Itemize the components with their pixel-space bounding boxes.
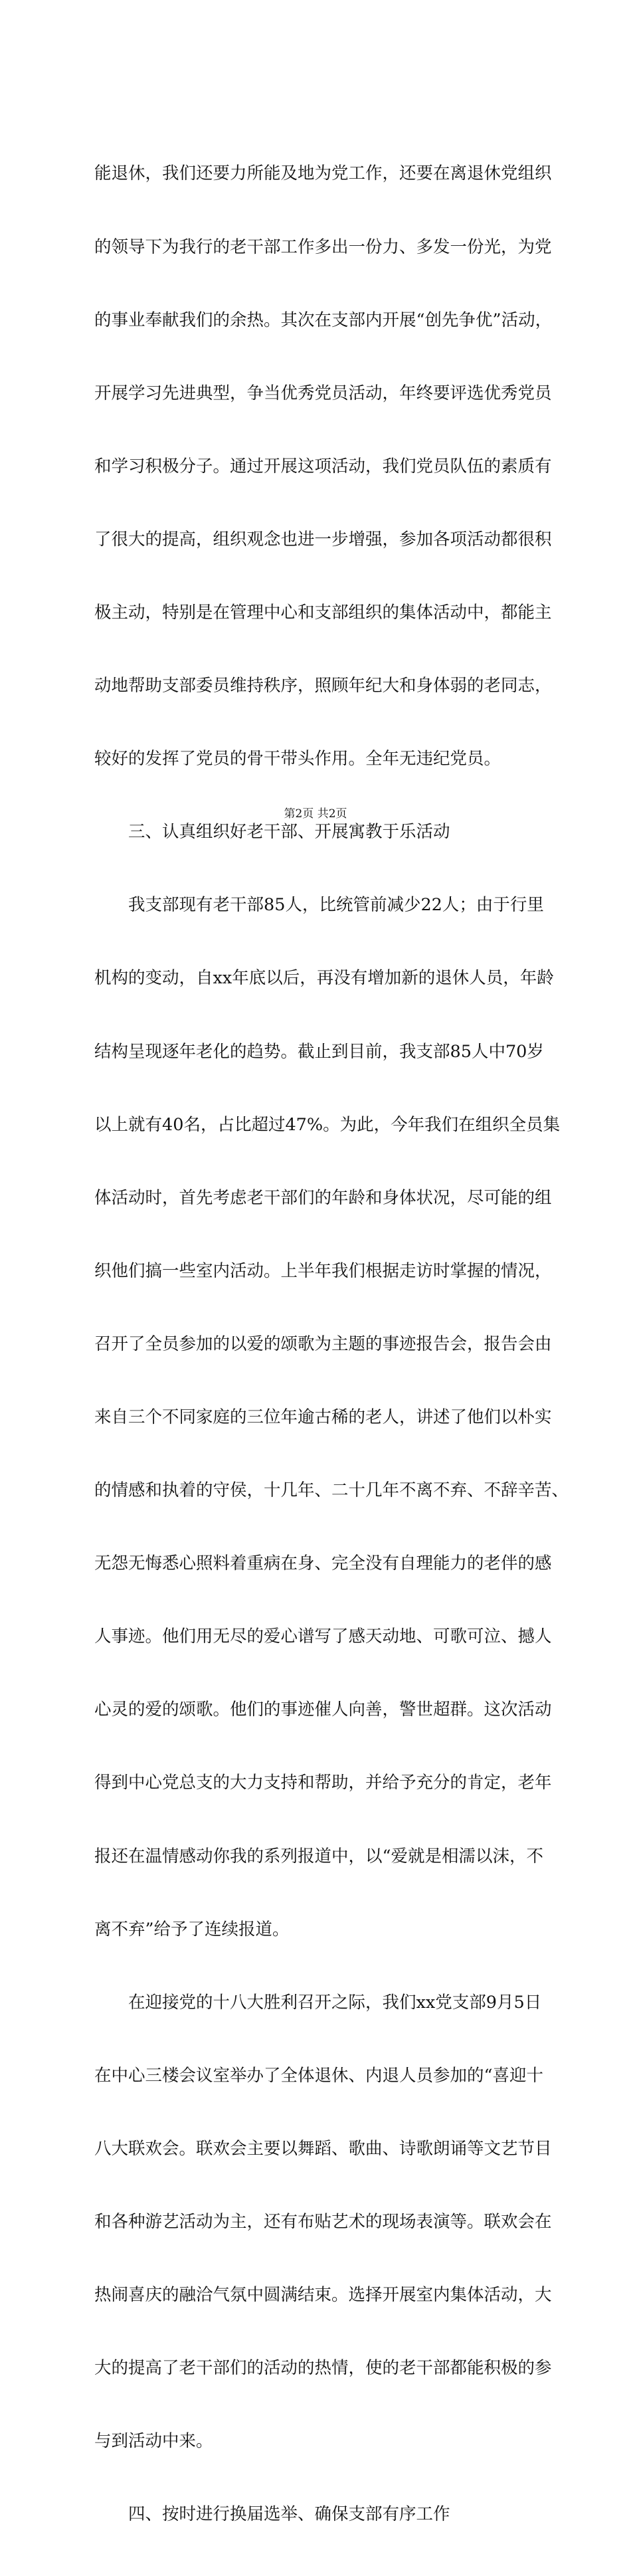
text-line: 我支部现有老干部85人，比统管前减少22人；由于行里: [94, 895, 544, 916]
text-line: 热闹喜庆的融洽气氛中圆满结束。选择开展室内集体活动，大: [94, 2285, 552, 2306]
text-line: 大的提高了老干部们的活动的热情，使的老干部都能积极的参: [94, 2358, 552, 2379]
text-line: 心灵的爱的颂歌。他们的事迹催人向善，警世超群。这次活动: [94, 1700, 552, 1720]
text-line: 和各种游艺活动为主，还有布贴艺术的现场表演等。联欢会在: [94, 2212, 552, 2232]
text-line: 无怨无悔悉心照料着重病在身、完全没有自理能力的老伴的感: [94, 1553, 552, 1574]
text-line: 和学习积极分子。通过开展这项活动，我们党员队伍的素质有: [94, 456, 552, 476]
text-line: 动地帮助支部委员维持秩序，照顾年纪大和身体弱的老同志，: [94, 676, 552, 696]
text-line: 结构呈现逐年老化的趋势。截止到目前，我支部85人中70岁: [94, 1041, 544, 1062]
text-line: 与到活动中来。: [94, 2431, 213, 2452]
text-line: 的领导下为我行的老干部工作多出一份力、多发一份光，为党: [94, 237, 552, 257]
text-line: 以上就有40名，占比超过47%。为此，今年我们在组织全员集: [94, 1114, 561, 1135]
text-line: 得到中心党总支的大力支持和帮助，并给予充分的肯定，老年: [94, 1773, 552, 1793]
text-line: 开展学习先进典型，争当优秀党员活动，年终要评选优秀党员: [94, 383, 552, 403]
text-line: 人事迹。他们用无尽的爱心谱写了感天动地、可歌可泣、撼人: [94, 1627, 552, 1647]
text-line: 召开了全员参加的以爱的颂歌为主题的事迹报告会，报告会由: [94, 1334, 552, 1354]
text-line: 离不弃”给予了连续报道。: [94, 1919, 290, 1939]
text-line: 报还在温情感动你我的系列报道中，以“爱就是相濡以沫，不: [94, 1846, 544, 1866]
page-footer: 第2页 共2页: [284, 807, 347, 821]
text-line: 在中心三楼会议室举办了全体退休、内退人员参加的“喜迎十: [94, 2065, 544, 2086]
text-line: 能退休，我们还要力所能及地为党工作，还要在离退休党组织: [94, 163, 552, 184]
text-line: 机构的变动，自xx年底以后，再没有增加新的退休人员，年龄: [94, 968, 554, 989]
text-line: 八大联欢会。联欢会主要以舞蹈、歌曲、诗歌朗诵等文艺节目: [94, 2138, 552, 2159]
text-line: 织他们搞一些室内活动。上半年我们根据走访时掌握的情况，: [94, 1260, 552, 1281]
text-line: 的事业奉献我们的余热。其次在支部内开展“创先争优”活动，: [94, 310, 553, 330]
text-line: 较好的发挥了党员的骨干带头作用。全年无违纪党员。: [94, 749, 501, 769]
text-line: 极主动，特别是在管理中心和支部组织的集体活动中，都能主: [94, 602, 552, 623]
body-text: [94, 113, 569, 2576]
text-line: 了很大的提高，组织观念也进一步增强，参加各项活动都很积: [94, 529, 552, 549]
text-line: 的情感和执着的守侯，十几年、二十几年不离不弃、不辞辛苦、: [94, 1480, 569, 1501]
document-body: [94, 113, 569, 2576]
text-line: 体活动时，首先考虑老干部们的年龄和身体状况，尽可能的组: [94, 1187, 552, 1208]
section-heading: 三、认真组织好老干部、开展寓教于乐活动: [94, 822, 450, 842]
text-line: 来自三个不同家庭的三位年逾古稀的老人，讲述了他们以朴实: [94, 1407, 552, 1427]
text-line: 在迎接党的十八大胜利召开之际，我们xx党支部9月5日: [94, 1992, 542, 2013]
section-heading: 四、按时进行换届选举、确保支部有序工作: [94, 2504, 450, 2525]
